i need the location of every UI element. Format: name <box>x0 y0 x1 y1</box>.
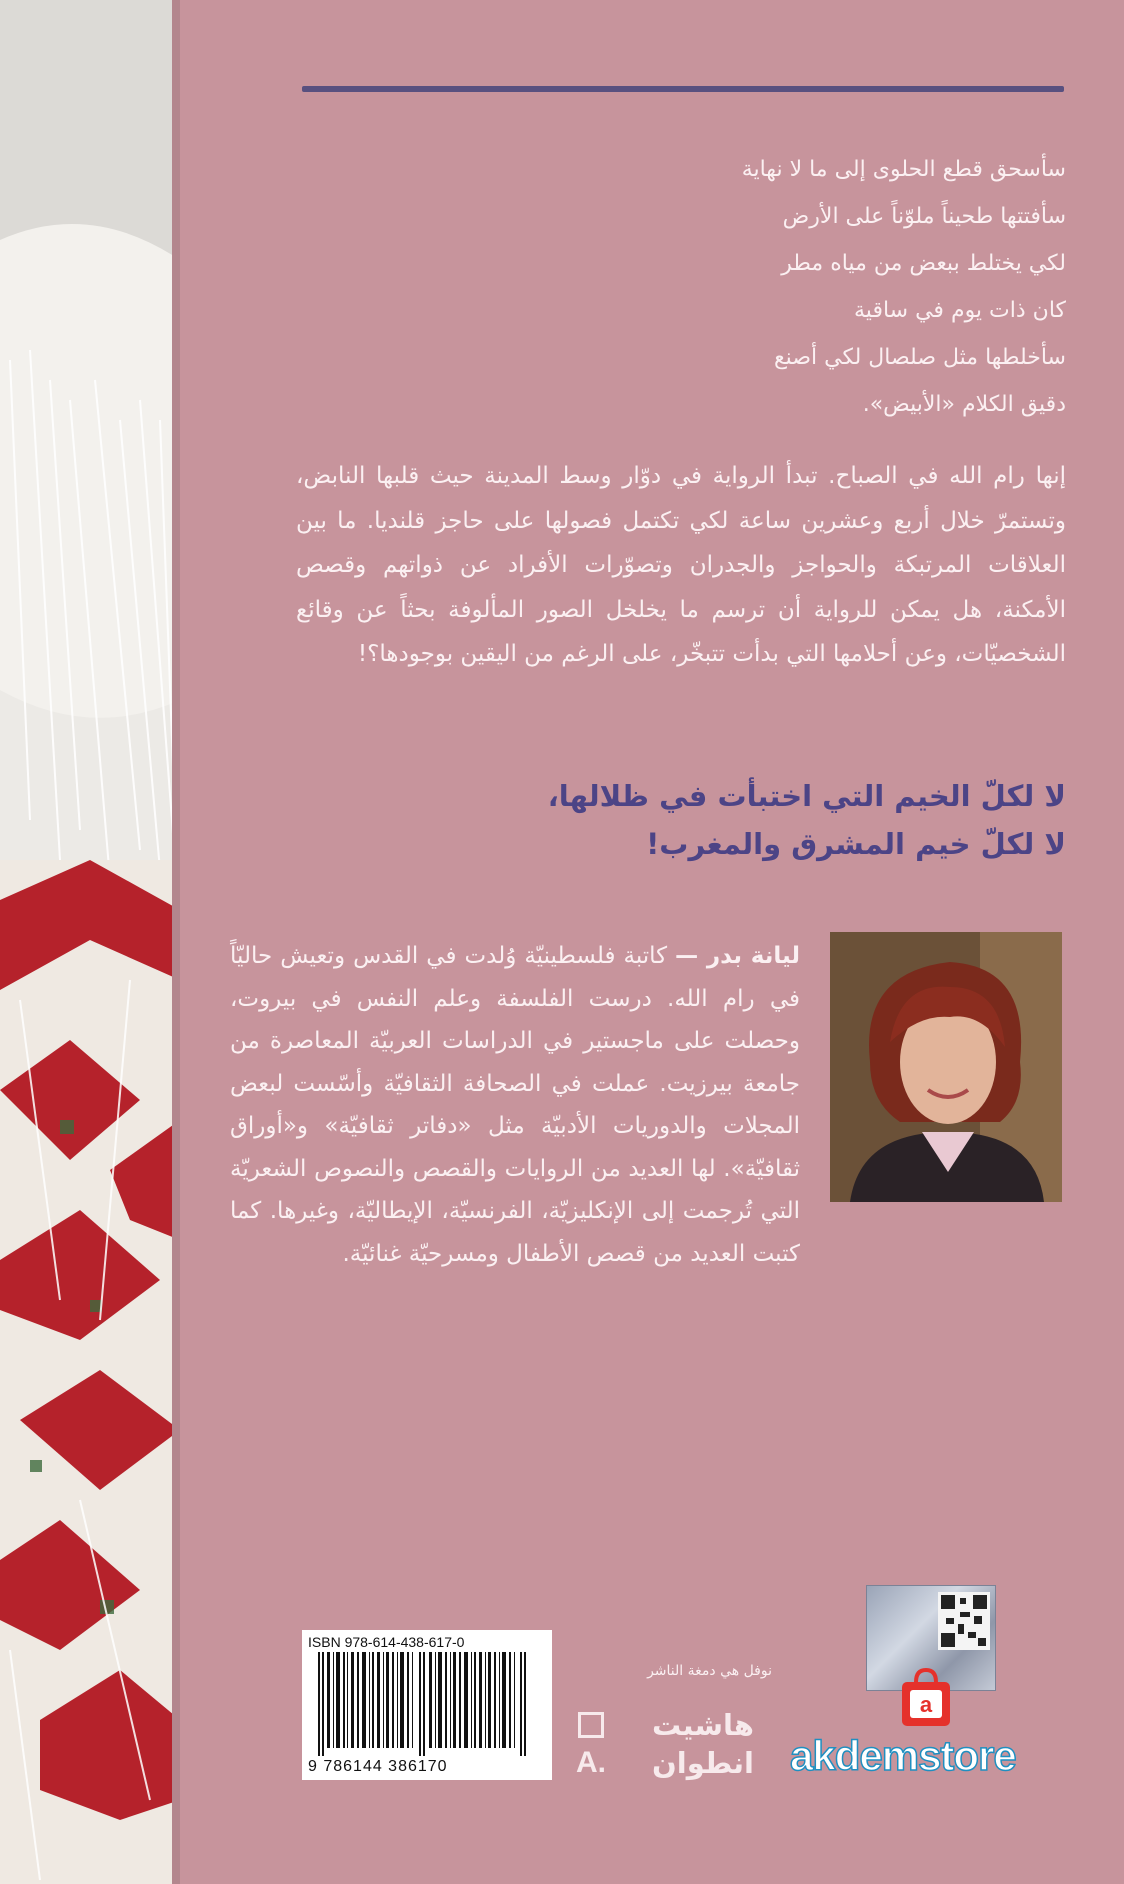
qr-code-icon <box>938 1592 990 1650</box>
publisher-mark-icon <box>578 1712 604 1738</box>
tagline-line-2: لا لكلّ خيم المشرق والمغرب! <box>646 827 1066 861</box>
publisher-logo <box>574 1706 764 1786</box>
embroidered-fabric-image <box>0 0 180 1884</box>
poem-line: سأفتتها طحيناً ملوّناً على الأرض <box>782 204 1066 229</box>
poem-line: سأخلطها مثل صلصال لكي أصنع <box>773 345 1066 370</box>
author-name: ليانة بدر — <box>675 943 800 969</box>
top-divider <box>302 86 1064 92</box>
poem-line: كان ذات يوم في ساقية <box>854 298 1066 323</box>
book-description: إنها رام الله في الصباح. تبدأ الرواية في دوّار وسط المدينة حيث قلبها النابض، وتستمرّ خلال أربع وعشرين ساعة لكي تكتمل فصولها على حاجز قلنديا. ما بين العلاقات المرتبكة والحواجز والجدران وتصوّرات الأفراد عن ذواتهم وقصص الأمكنة، هل يمكن للرواية أن ترسم ما يخلخل الصور المألوفة بحثاً عن وقائع الشخصيّات، وعن أحلامها التي بدأت تتبخّر، على الرغم من اليقين بوجودها؟! <box>296 463 1066 667</box>
svg-text:a: a <box>919 1692 933 1717</box>
publisher-name-line-2: انطوان <box>652 1746 754 1780</box>
publisher-note: نوفل هي دمغة الناشر <box>647 1663 772 1679</box>
author-bio-text: كاتبة فلسطينيّة وُلدت في القدس وتعيش حاليّاً في رام الله. درست الفلسفة وعلم النفس في بيروت، وحصلت على ماجستير في الدراسات العربيّة المعاصرة من جامعة بيرزيت. عملت في الصحافة الثقافيّة وأسّست لبعض المجلات والدوريات الأدبيّة مثل «دفاتر ثقافيّة» و«أوراق ثقافيّة». لها العديد من الروايات والقصص والنصوص الشعريّة التي تُرجمت إلى الإنكليزيّة، الفرنسيّة، الإيطاليّة، وغيرها. كما كتبت العديد من قصص الأطفال ومسرحيّة غنائيّة. <box>230 943 800 1267</box>
isbn-digits: 9 786144 386170 <box>308 1758 448 1775</box>
isbn-label: ISBN 978-614-438-617-0 <box>308 1634 465 1650</box>
poem-line: دقيق الكلام «الأبيض». <box>862 392 1066 417</box>
tagline-line-1: لا لكلّ الخيم التي اختبأت في ظلالها، <box>547 779 1066 813</box>
publisher-initial: A. <box>576 1746 606 1779</box>
publisher-name-line-1: هاشيت <box>651 1708 754 1742</box>
poem-line: سأسحق قطع الحلوى إلى ما لا نهاية <box>741 157 1066 182</box>
poem-excerpt <box>286 146 1066 428</box>
author-photo <box>830 932 1062 1202</box>
isbn-barcode <box>302 1630 552 1780</box>
shopping-bag-icon <box>896 1668 956 1730</box>
author-bio <box>230 935 800 1275</box>
poem-line: لكي يختلط ببعض من مياه مطر <box>781 251 1066 276</box>
store-watermark <box>790 1668 1070 1778</box>
store-name: akdemstore <box>790 1732 1016 1779</box>
barcode-bars <box>310 1652 544 1756</box>
tagline <box>306 772 1066 868</box>
